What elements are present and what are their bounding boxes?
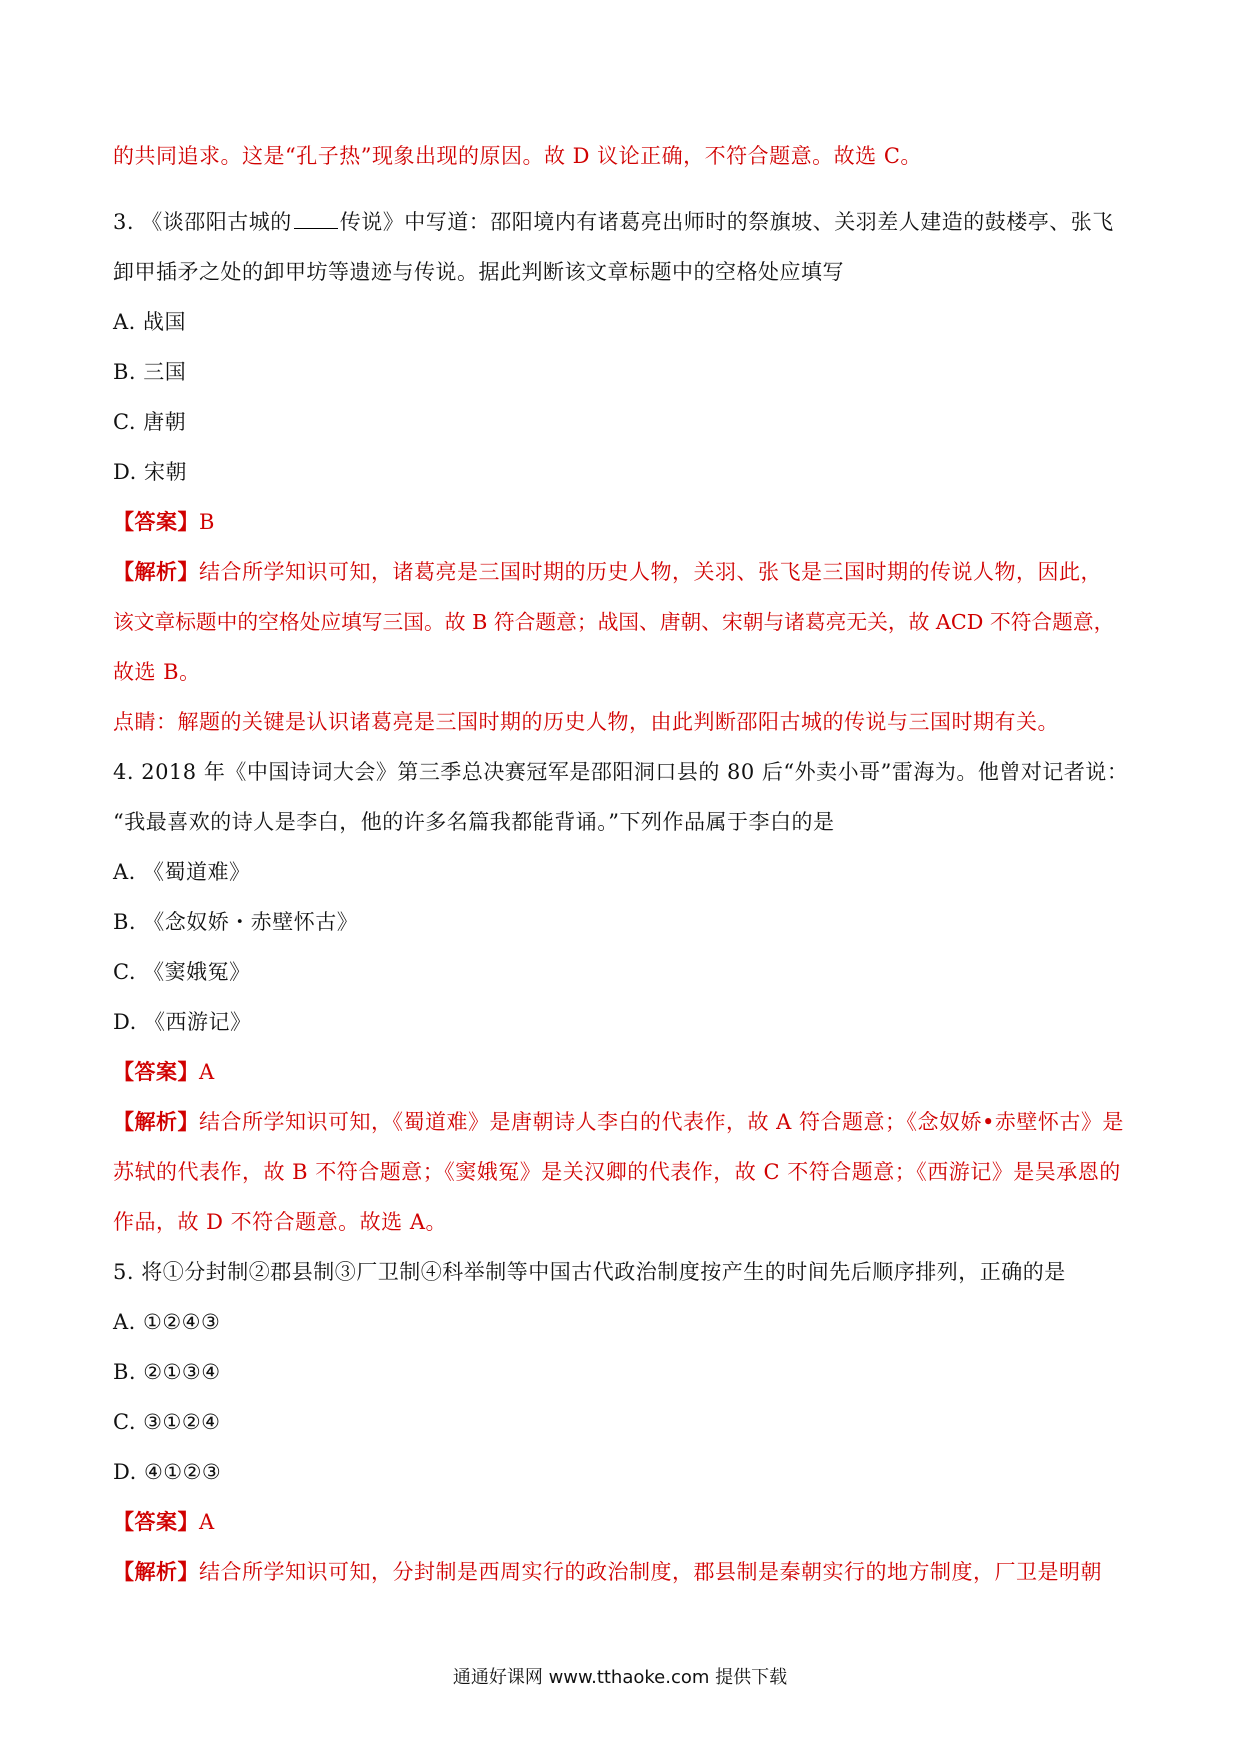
analysis-tag: 【解析】: [113, 559, 199, 584]
question-3-blank: [294, 210, 338, 229]
answer-tag: 【答案】: [113, 1059, 199, 1084]
question-3-analysis-line-2: 该文章标题中的空格处应填写三国。故 B 符合题意；战国、唐朝、宋朝与诸葛亮无关，故 ACD 不符合题意，: [113, 610, 1115, 634]
question-5-stem: 5. 将①分封制②郡县制③厂卫制④科举制等中国古代政治制度按产生的时间先后顺序排列，正确的是: [113, 1260, 1066, 1284]
question-5-analysis-line-1: [113, 1557, 1102, 1587]
question-3-option-b: B. 三国: [113, 360, 187, 384]
question-3-stem: [113, 207, 1114, 237]
answer-tag: 【答案】: [113, 509, 199, 534]
previous-analysis-continuation: 的共同追求。这是“孔子热”现象出现的原因。故 D 议论正确，不符合题意。故选 C。: [113, 144, 922, 168]
analysis-tag: 【解析】: [113, 1109, 199, 1134]
question-3-stem-line-2: 卸甲插矛之处的卸甲坊等遗迹与传说。据此判断该文章标题中的空格处应填写: [113, 260, 844, 284]
answer-value: A: [199, 1510, 215, 1534]
question-5-option-c: C. ③①②④: [113, 1410, 221, 1434]
question-4-analysis-line-2: 苏轼的代表作，故 B 不符合题意；《窦娥冤》是关汉卿的代表作，故 C 不符合题意；《西游记》是吴承恩的: [113, 1160, 1121, 1184]
question-4-stem-line-1: 4. 2018 年《中国诗词大会》第三季总决赛冠军是邵阳洞口县的 80 后“外卖小哥”雷海为。他曾对记者说：: [113, 760, 1129, 784]
question-3-tip: 点睛：解题的关键是认识诸葛亮是三国时期的历史人物，由此判断邵阳古城的传说与三国时期有关。: [113, 710, 1059, 734]
question-3-option-c: C. 唐朝: [113, 410, 187, 434]
question-3-analysis-line-1: [113, 557, 1102, 587]
question-4-option-b: B. 《念奴娇・赤壁怀古》: [113, 910, 359, 934]
analysis-text: 结合所学知识可知，分封制是西周实行的政治制度，郡县制是秦朝实行的地方制度，厂卫是明朝: [199, 1560, 1102, 1584]
analysis-text: 结合所学知识可知，《蜀道难》是唐朝诗人李白的代表作，故 A 符合题意；《念奴娇•赤壁怀古》是: [199, 1110, 1124, 1134]
analysis-tag: 【解析】: [113, 1559, 199, 1584]
question-4-answer: [113, 1057, 215, 1087]
question-3-option-a: A. 战国: [113, 310, 187, 334]
answer-tag: 【答案】: [113, 1509, 199, 1534]
question-4-analysis-line-3: 作品，故 D 不符合题意。故选 A。: [113, 1210, 448, 1234]
question-4-option-c: C. 《窦娥冤》: [113, 960, 251, 984]
question-3-analysis-line-3: 故选 B。: [113, 660, 201, 684]
page-footer: 通通好课网 www.tthaoke.com 提供下载: [452, 1667, 788, 1688]
question-5-option-b: B. ②①③④: [113, 1360, 221, 1384]
answer-value: A: [199, 1060, 215, 1084]
question-4-stem-line-2: “我最喜欢的诗人是李白，他的许多名篇我都能背诵。”下列作品属于李白的是: [113, 810, 835, 834]
question-3-stem-start: 3. 《谈邵阳古城的: [113, 210, 292, 234]
question-3-option-d: D. 宋朝: [113, 460, 187, 484]
question-5-option-d: D. ④①②③: [113, 1460, 222, 1484]
question-5-answer: [113, 1507, 215, 1537]
question-4-option-d: D. 《西游记》: [113, 1010, 252, 1034]
answer-value: B: [199, 510, 215, 534]
question-3-answer: [113, 507, 215, 537]
question-5-option-a: A. ①②④③: [113, 1310, 221, 1334]
question-4-analysis-line-1: [113, 1107, 1124, 1137]
analysis-text: 结合所学知识可知，诸葛亮是三国时期的历史人物，关羽、张飞是三国时期的传说人物，因此，: [199, 560, 1102, 584]
question-4-option-a: A. 《蜀道难》: [113, 860, 251, 884]
question-3-stem-end: 传说》中写道：邵阳境内有诸葛亮出师时的祭旗坡、关羽差人建造的鼓楼亭、张飞: [339, 210, 1114, 234]
